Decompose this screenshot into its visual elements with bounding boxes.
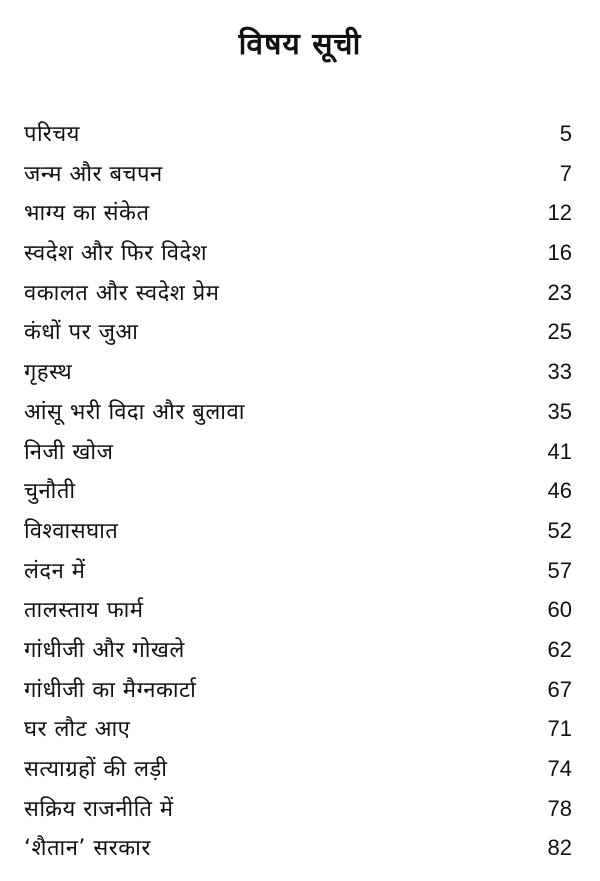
toc-entry-title: स्वदेश और फिर विदेश	[24, 241, 208, 267]
toc-entry-page: 62	[547, 636, 572, 662]
page-title: विषय सूची	[238, 27, 362, 62]
toc-entry-title: घर लौट आए	[24, 717, 131, 743]
toc-entry	[24, 590, 572, 630]
toc-entry	[24, 233, 572, 273]
toc-entry-page: 74	[547, 756, 572, 781]
toc-entry	[24, 828, 572, 868]
toc-entry-page: 57	[547, 557, 572, 583]
toc-entry-title: गांधीजी का मैग्नकार्टा	[24, 677, 197, 703]
toc-entry-page: 52	[547, 517, 572, 543]
toc-entry	[24, 432, 572, 472]
toc-entry-title: तालस्ताय फार्म	[24, 598, 144, 624]
toc-entry-title: भाग्य का संकेत	[24, 201, 150, 227]
toc-entry-page: 46	[547, 478, 572, 504]
toc-entry-title: परिचय	[24, 122, 80, 147]
toc-entry-page: 35	[547, 398, 572, 424]
toc-entry-page: 7	[559, 160, 572, 186]
toc-entry-page: 5	[559, 121, 572, 146]
toc-entry-title: लंदन में	[24, 558, 86, 584]
toc-entry	[24, 392, 572, 432]
toc-entry-page: 23	[547, 279, 572, 305]
toc-entry	[24, 154, 572, 194]
toc-entry-title: गृहस्थ	[24, 360, 73, 386]
toc-entry	[24, 709, 572, 749]
toc-entry-page: 12	[547, 200, 572, 226]
toc-entry-page: 60	[547, 597, 572, 623]
toc-entry-title: सक्रिय राजनीति में	[24, 796, 174, 822]
toc-entry-title: कंधों पर जुआ	[24, 320, 139, 346]
toc-entry-title: विश्वासघात	[24, 518, 119, 544]
toc-entry-page: 71	[547, 716, 572, 742]
toc-entry	[24, 352, 572, 392]
toc-entry-title: चुनौती	[24, 479, 76, 505]
toc-entry	[24, 511, 572, 551]
toc-entry-title: गांधीजी और गोखले	[24, 637, 185, 663]
toc-entry	[24, 273, 572, 313]
table-of-contents	[24, 114, 572, 868]
toc-entry-page: 78	[547, 795, 572, 821]
toc-entry-title: वकालत और स्वदेश प्रेम	[24, 280, 220, 306]
toc-entry-title: सत्याग्रहों की लड़ी	[24, 757, 168, 782]
toc-entry	[24, 789, 572, 829]
toc-entry-page: 67	[547, 676, 572, 702]
toc-entry-title: ‘शैतान’ सरकार	[24, 836, 151, 862]
toc-entry	[24, 670, 572, 710]
toc-entry	[24, 630, 572, 670]
toc-entry-page: 41	[547, 438, 572, 464]
toc-entry-title: जन्म और बचपन	[24, 161, 163, 187]
toc-entry	[24, 471, 572, 511]
toc-entry-title: निजी खोज	[24, 439, 114, 465]
toc-entry-page: 16	[547, 240, 572, 266]
toc-entry-page: 82	[547, 835, 572, 861]
toc-entry	[24, 551, 572, 591]
toc-entry-page: 25	[547, 319, 572, 345]
toc-entry	[24, 193, 572, 233]
toc-entry	[24, 312, 572, 352]
toc-entry-page: 33	[547, 359, 572, 385]
toc-entry-title: आंसू भरी विदा और बुलावा	[24, 399, 245, 425]
toc-entry	[24, 749, 572, 789]
toc-entry	[24, 114, 572, 154]
